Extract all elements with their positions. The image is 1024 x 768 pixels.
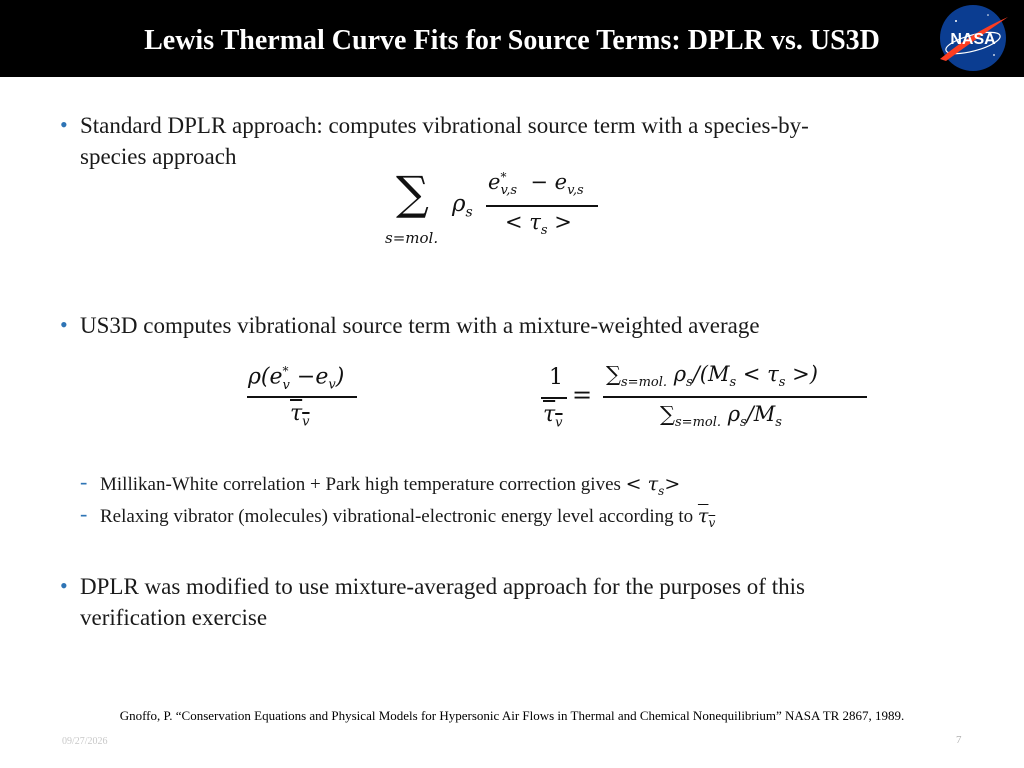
eq3-lhs-numerator: 1: [549, 365, 563, 390]
bullet-text: species approach: [80, 144, 237, 169]
fraction-line: [541, 397, 567, 399]
eq3-numerator: $\sum_{s=mol.}$ $\rho_s/(M_s < \tau_s$ >): [606, 362, 818, 391]
bullet-text: verification exercise: [80, 605, 268, 630]
eq3-lhs-denominator: $\tau_v$: [543, 402, 563, 431]
eq2-denominator: $\tau_v$: [290, 401, 310, 430]
fraction-line: [247, 396, 357, 398]
sub-bullet-text: Millikan-White correlation + Park high temperature correction gives < $\tau_s>$: [100, 473, 681, 498]
eq2-numerator: $\rho(e^*_v -e_v)$: [248, 364, 345, 393]
bullet-text: Standard DPLR approach: computes vibrational source term with a species-by-: [80, 113, 809, 138]
slide-date: 09/27/2026: [62, 736, 108, 747]
bullet-text: DPLR was modified to use mixture-averaged approach for the purposes of this: [80, 574, 805, 599]
bullet-text: US3D computes vibrational source term with a mixture-weighted average: [80, 313, 760, 338]
reference-citation: Gnoffo, P. “Conservation Equations and Physical Models for Hypersonic Air Flows in Thermal and Chemical Nonequilibrium” NASA TR 2867, 1989.: [119, 708, 905, 723]
sub-bullet-text: Relaxing vibrator (molecules) vibrational-electronic energy level according to $\tau_v$: [100, 505, 716, 530]
svg-text:NASA: NASA: [950, 31, 996, 48]
bullet-dot-icon: •: [60, 112, 68, 137]
fraction-line: [603, 396, 867, 398]
sum-symbol: ∑: [396, 166, 429, 220]
slide-title: Lewis Thermal Curve Fits for Source Terms: DPLR vs. US3D: [144, 25, 880, 56]
sub-bullet-dash-icon: -: [80, 501, 88, 526]
page-number: 7: [956, 734, 962, 746]
eq1-numerator: $e^*_{v,s} - e_{v,s}$: [488, 170, 584, 199]
rho-s: $\rho_s$: [452, 191, 473, 221]
bullet-dot-icon: •: [60, 312, 68, 337]
fraction-line: [486, 205, 598, 207]
bullet-dot-icon: •: [60, 573, 68, 598]
equals-sign: =: [572, 381, 593, 409]
title-bar: [0, 0, 1024, 77]
eq1-denominator: < $\tau_s$ >: [505, 210, 572, 239]
sum-subscript: s=mol.: [385, 229, 439, 247]
eq3-denominator: $\sum_{s=mol.}$ $\rho_s/M_s$: [660, 402, 782, 431]
nasa-logo: [936, 3, 1010, 73]
sub-bullet-dash-icon: -: [80, 469, 88, 494]
